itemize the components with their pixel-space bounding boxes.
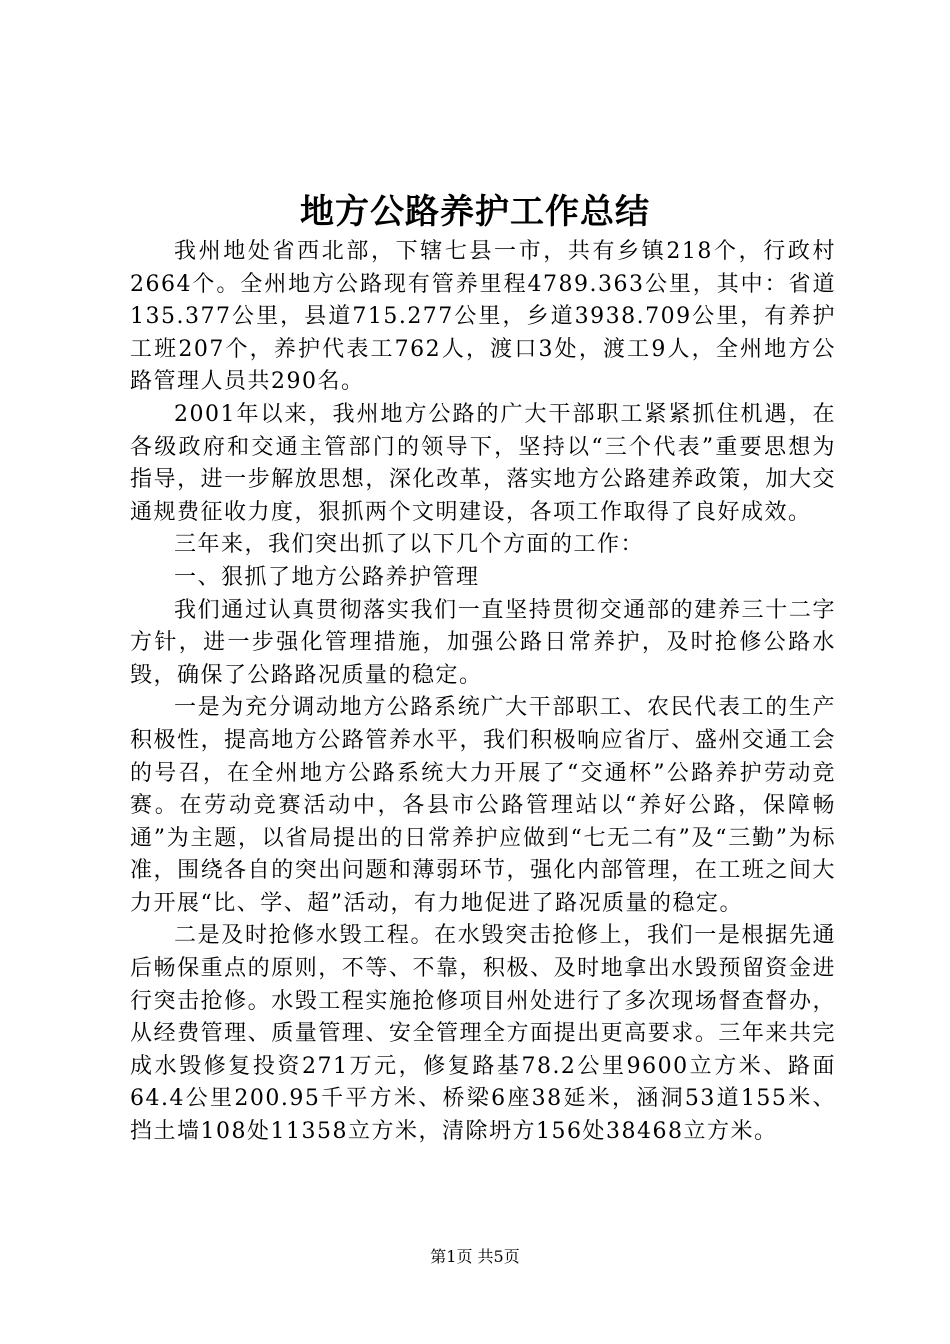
document-body bbox=[130, 236, 836, 1149]
paragraph-since-2001: 2001年以来，我州地方公路的广大干部职工紧紧抓住机遇，在各级政府和交通主管部门的领导下，坚持以“三个代表”重要思想为指导，进一步解放思想，深化改革，落实地方公路建养政策，加大交通规费征收力度，狠抓两个文明建设，各项工作取得了良好成效。 bbox=[130, 401, 836, 525]
paragraph-labor-competition: 一是为充分调动地方公路系统广大干部职工、农民代表工的生产积极性，提高地方公路管养水平，我们积极响应省厅、盛州交通工会的号召，在全州地方公路系统大力开展了“交通杯”公路养护劳动竞赛。在劳动竞赛活动中，各县市公路管理站以“养好公路，保障畅通”为主题，以省局提出的日常养护应做到“七无二有”及“三勤”为标准，围绕各自的突出问题和薄弱环节，强化内部管理，在工班之间大力开展“比、学、超”活动，有力地促进了路况质量的稳定。 bbox=[130, 695, 836, 916]
paragraph-flood-repair: 二是及时抢修水毁工程。在水毁突击抢修上，我们一是根据先通后畅保重点的原则，不等、不靠，积极、及时地拿出水毁预留资金进行突击抢修。水毁工程实施抢修项目州处进行了多次现场督查督办，从经费管理、质量管理、安全管理全方面提出更高要求。三年来共完成水毁修复投资271万元，修复路基78.2公里9600立方米、路面64.4公里200.95千平方米、桥梁6座38延米，涵洞53道155米、挡土墙108处11358立方米，清除坍方156处38468立方米。 bbox=[130, 923, 836, 1145]
page-number-footer: 第1页 共5页 bbox=[430, 1247, 520, 1266]
paragraph-three-years: 三年来，我们突出抓了以下几个方面的工作： bbox=[174, 532, 645, 558]
paragraph-maintenance-policy: 我们通过认真贯彻落实我们一直坚持贯彻交通部的建养三十二字方针，进一步强化管理措施，加强公路日常养护，及时抢修公路水毁，确保了公路路况质量的稳定。 bbox=[130, 597, 836, 688]
section-heading-1: 一、狠抓了地方公路养护管理 bbox=[174, 564, 480, 590]
document-title: 地方公路养护工作总结 bbox=[300, 192, 650, 232]
paragraph-overview: 我州地处省西北部，下辖七县一市，共有乡镇218个，行政村2664个。全州地方公路现有管养里程4789.363公里，其中：省道135.377公里，县道715.277公里，乡道3938.709公里，有养护工班207个，养护代表工762人，渡口3处，渡工9人，全州地方公路管理人员共290名。 bbox=[130, 239, 836, 395]
